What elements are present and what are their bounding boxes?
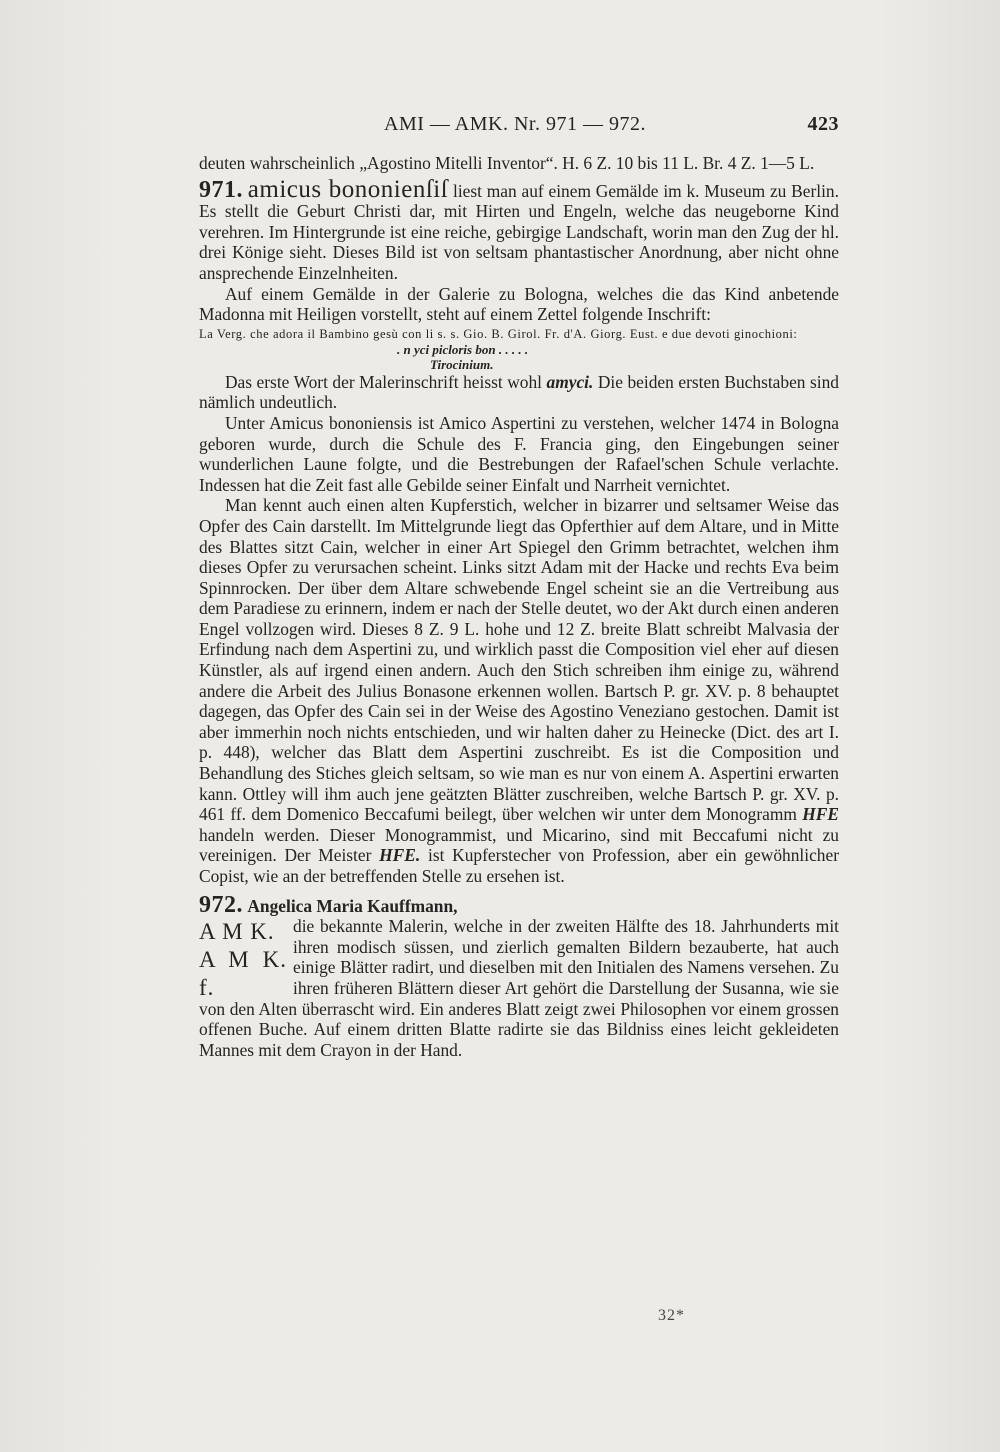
text-run: Die beiden ersten Buchstaben sind nämlich undeutlich. [199,371,840,413]
signature-mark: 32* [658,1307,685,1324]
monogram-ref: HFE. [379,845,421,866]
paragraph: deuten wahrscheinlich „Agostino Mitelli Inventor“. H. 6 Z. 10 bis 11 L. Br. 4 Z. 1—5 L. [199,153,815,173]
entry-text: liest man auf einem Gemälde im k. Museum zu Berlin. Es stellt die Geburt Christi dar, mit Hirten und Engeln, welche das neugeborne Kind verehren. Im Hintergrunde ist eine reiche, gebirgige Landschaft, worin man den Zug der hl. drei Könige sieht. Dieses Bild ist von seltsam phantastischer Anordnung, aber nicht ohne ansprechende Einzelnheiten. [199,180,839,283]
monogram-line: A M K. [199,919,275,945]
text-run: Man kennt auch einen alten Kupferstich, welcher in bizarrer und seltsamer Weise das Opfer des Cain darstellt. Im Mittelgrunde liegt das Opferthier auf dem Altare, und in Mitte des Blattes sitzt Cain, welcher in einer Art Spiegel den Grimm betrachtet, welchen ihm dieses Opfer zu verursachen scheint. Links sitzt Adam mit der Hacke und rechts Eva beim Spinnrocken. Der über dem Altare schwebende Engel scheint sie an die Vertreibung aus dem Paradiese zu erinnern, indem er nach der Stelle deutet, wo der Akt durch einen anderen Engel vollzogen wird. Dieses 8 Z. 9 L. hohe und 12 Z. breite Blatt schreibt Malvasia der Erfindung nach dem Aspertini zu, und wirklich passt die Composition viel eher auf diesen Künstler, als auf irgend einen andern. Auch den Stich schreiben ihm einige zu, während andere die Arbeit des Julius Bonasone erkennen wollen. Bartsch P. gr. XV. p. 8 behauptet dagegen, das Opfer des Cain sei in der Weise des Agostino Veneziano gestochen. Damit ist aber immerhin noch nichts entschieden, und wir halten daher zu Heinecke (Dict. des art I. p. 448), welcher das Blatt dem Aspertini zuschreibt. Es ist die Composition und Behandlung des Stiches gleich seltsam, so wie man es nur von einem A. Aspertini erwarten kann. Ottley will ihm auch jene geätzten Blätter zuschreiben, welche Bartsch P. gr. XV. p. 461 ff. dem Domenico Beccafumi beilegt, über welchen wir unter dem Monogramm [199,495,839,825]
inscription-line: . n yci picloris bon . . . . . [397,341,529,357]
inscription-caption: La Verg. che adora il Bambino gesù con li s. s. Gio. B. Girol. Fr. d'A. Giorg. Eust. e due devoti ginochioni: [199,326,798,341]
text-column [199,153,839,1060]
monogram-block [199,916,287,1001]
inscription-line: Tirocinium. [430,356,494,372]
entry-heading: Angelica Maria Kauffmann, [247,895,458,916]
text-run: handeln werden. Dieser Monogrammist, und Micarino, sind mit Beccafumi nicht zu vereinigen. Der Meister [199,824,839,866]
entry-972 [199,891,839,918]
inscription-word: amyci. [546,371,594,392]
page-number: 423 [807,113,839,135]
entry-number: 972. [199,891,243,918]
paragraph: Unter Amicus bononiensis ist Amico Aspertini zu verstehen, welcher 1474 in Bologna geboren wurde, durch die Schule des F. Francia ging, den Eingebungen seiner wunderlichen Laune folgte, und die Bestrebungen der Rafael'schen Schule verlachte. Indessen hat die Zeit fast alle Gebilde seiner Einfalt und Narrheit vernichtet. [199,412,839,495]
paragraph: Auf einem Gemälde in der Galerie zu Bologna, welches die das Kind anbetende Madonna mit Heiligen vorstellt, steht auf einem Zettel folgende Inschrift: [199,283,839,325]
running-header [199,113,839,139]
entry-number: 971. [199,176,243,203]
entry-971 [199,175,839,284]
monogram-line: A M K. f. [199,947,287,1001]
text-run: Das erste Wort der Malerinschrift heisst wohl [225,371,542,392]
text-run: ist Kupferstecher von Profession, aber ein gewöhnlicher Copist, wie an der betreffenden Stelle zu ersehen ist. [199,845,839,886]
entry-heading: amicus bononienſiſ [247,175,449,203]
entry-972-body [199,916,839,1060]
paragraph [199,372,839,413]
entry-text: die bekannte Malerin, welche in der zweiten Hälfte des 18. Jahrhunderts mit ihren modisch süssen, und zierlich gemalten Bildern bezauberte, hat auch einige Blätter radirt, und dieselben mit den Initialen des Namens versehen. Zu ihren früheren Blättern dieser Art gehört die Darstellung der Susanna, wie sie von den Alten überrascht wird. Ein anderes Blatt zeigt zwei Philosophen vor einem grossen offenen Buche. Auf einem dritten Blatte radirte sie das Bildniss eines leicht gekleideten Mannes mit dem Crayon in der Hand. [199,916,839,1060]
paragraph [199,495,839,886]
header-title: AMI — AMK. Nr. 971 — 972. [384,113,646,135]
monogram-ref: HFE [802,804,839,825]
